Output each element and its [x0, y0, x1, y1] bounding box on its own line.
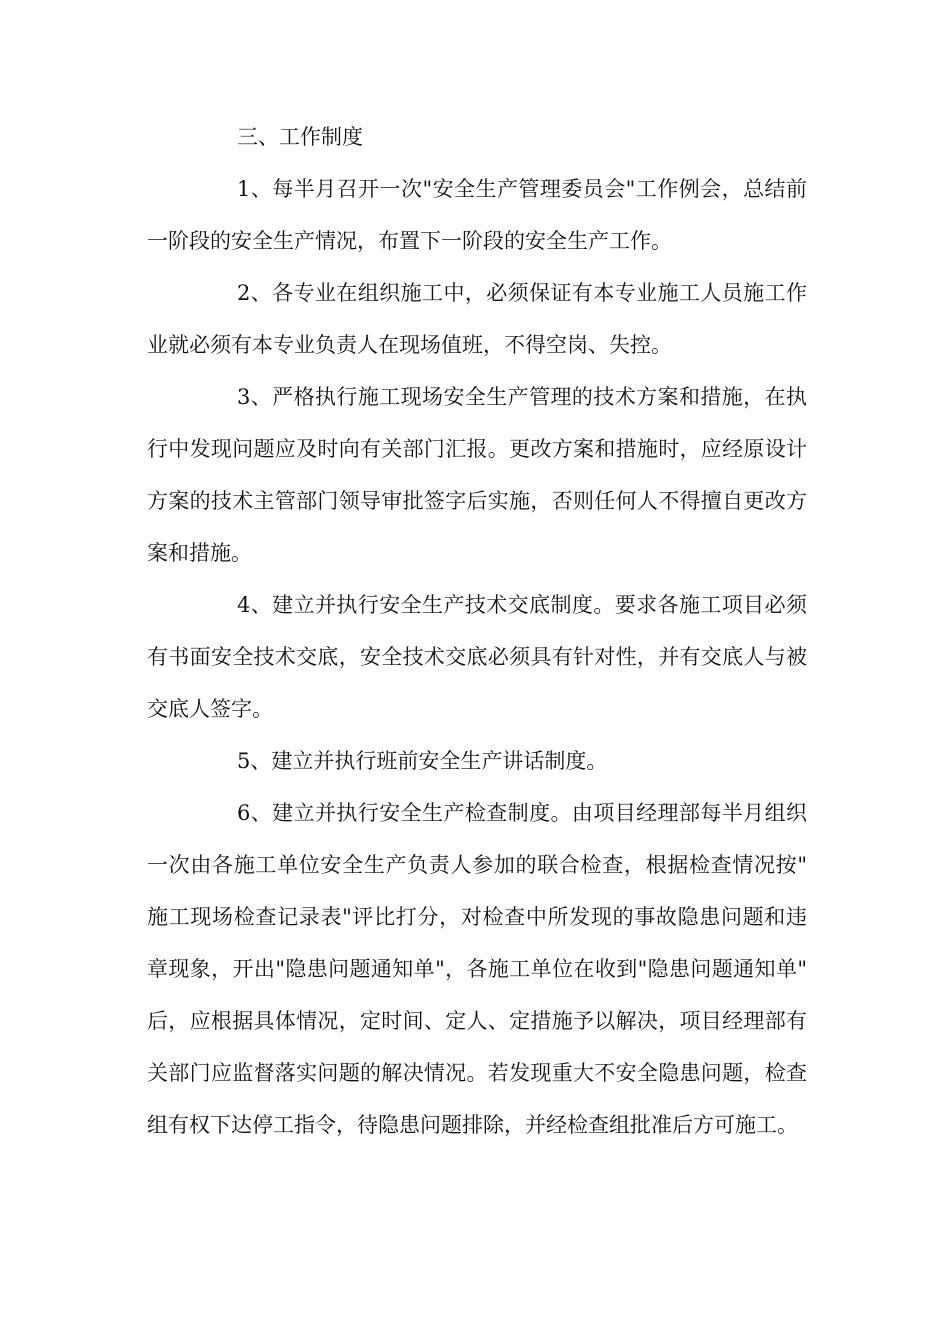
- document-body: [147, 111, 807, 1151]
- paragraph-2: 2、各专业在组织施工中，必须保证有本专业施工人员施工作业就必须有本专业负责人在现场值班，不得空岗、失控。: [147, 281, 807, 357]
- paragraph-3: 3、严格执行施工现场安全生产管理的技术方案和措施，在执行中发现问题应及时向有关部门汇报。更改方案和措施时，应经原设计方案的技术主管部门领导审批签字后实施，否则任何人不得擅自更改方案和措施。: [147, 385, 807, 565]
- paragraph-5: 5、建立并执行班前安全生产讲话制度。: [237, 749, 608, 773]
- section-heading: 三、工作制度: [237, 125, 363, 149]
- paragraph-4: 4、建立并执行安全生产技术交底制度。要求各施工项目必须有书面安全技术交底，安全技术交底必须具有针对性，并有交底人与被交底人签字。: [147, 593, 807, 721]
- paragraph-6: 6、建立并执行安全生产检查制度。由项目经理部每半月组织一次由各施工单位安全生产负责人参加的联合检查，根据检查情况按"施工现场检查记录表"评比打分，对检查中所发现的事故隐患问题和违章现象，开出"隐患问题通知单"，各施工单位在收到"隐患问题通知单"后，应根据具体情况，定时间、定人、定措施予以解决，项目经理部有关部门应监督落实问题的解决情况。若发现重大不安全隐患问题，检查组有权下达停工指令，待隐患问题排除，并经检查组批准后方可施工。: [147, 801, 807, 1137]
- paragraph-1: 1、每半月召开一次"安全生产管理委员会"工作例会，总结前一阶段的安全生产情况，布置下一阶段的安全生产工作。: [147, 177, 807, 253]
